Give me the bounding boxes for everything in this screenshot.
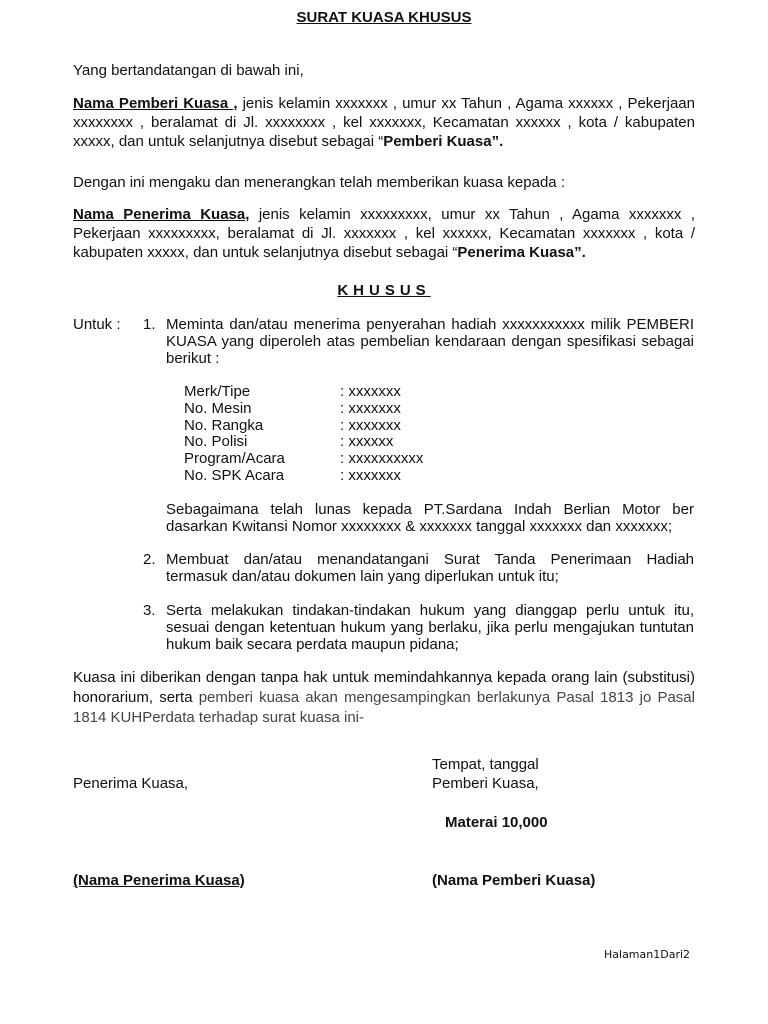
item-number: 3.: [143, 602, 156, 619]
pemberi-details: jenis kelamin xxxxxxx , umur xx Tahun , Agama xxxxxx , Pekerjaan xxxxxxxx , beralamat di Jl. xxxxxxxx , kel xxxxxxx, Kecamatan xxxxxx , kota / kabupaten xxxxx, dan untuk selanjutnya disebut sebagai “: [73, 95, 695, 150]
spec-value: : xxxxxxxxxx: [340, 450, 424, 467]
penerima-separator: ,: [245, 206, 250, 223]
declaration-text: Dengan ini mengaku dan menerangkan telah memberikan kuasa kepada :: [73, 174, 565, 191]
penerima-role: Penerima Kuasa”.: [457, 244, 586, 261]
document-title: SURAT KUASA KHUSUS: [296, 9, 472, 26]
intro-text: Yang bertandatangan di bawah ini,: [73, 62, 304, 79]
penerima-name: (Nama Penerima Kuasa): [73, 872, 245, 889]
item-text: Meminta dan/atau menerima penyerahan hadiah xxxxxxxxxxx milik PEMBERI KUASA yang diperoleh atas pembelian kendaraan dengan spesifikasi sebagai berikut :: [166, 316, 694, 367]
closing-text-a: Kuasa ini diberikan dengan tanpa hak untuk memindahkannya kepada orang lain (substitusi) honorarium, serta: [73, 669, 695, 706]
spec-label: Merk/Tipe: [184, 383, 251, 400]
penerima-label: Nama Penerima Kuasa: [73, 206, 246, 223]
item-number: 2.: [143, 551, 156, 568]
untuk-label: Untuk :: [73, 316, 121, 333]
pemberi-paragraph: [73, 94, 695, 151]
spec-label: No. Polisi: [184, 433, 248, 450]
place-date: Tempat, tanggal: [432, 756, 539, 773]
spec-label: No. Mesin: [184, 400, 252, 417]
spec-value: : xxxxxxx: [340, 417, 401, 434]
pemberi-role: Pemberi Kuasa”.: [383, 133, 504, 150]
spec-value: : xxxxxxx: [340, 383, 401, 400]
closing-paragraph: [73, 668, 695, 728]
spec-label: No. Rangka: [184, 417, 264, 434]
penerima-details: jenis kelamin xxxxxxxxx, umur xx Tahun , Agama xxxxxxx , Pekerjaan xxxxxxxxx, beralamat di Jl. xxxxxxx , kel xxxxxx, Kecamatan xxxxxxx , kota / kabupaten xxxxx, dan untuk selanjutnya disebut sebagai “: [73, 206, 696, 261]
item-text: Serta melakukan tindakan-tindakan hukum yang dianggap perlu untuk itu, sesuai dengan ketentuan hukum yang berlaku, jika perlu mengajukan tuntutan hukum baik secara perdata maupun pidana;: [166, 602, 694, 653]
khusus-heading: KHUSUS: [337, 282, 431, 299]
item-text: Membuat dan/atau menandatangani Surat Tanda Penerimaan Hadiah termasuk dan/atau dokumen lain yang diperlukan untuk itu;: [166, 551, 694, 585]
penerima-paragraph: [73, 205, 695, 262]
page-footer: Halaman1Dari2: [604, 948, 691, 961]
pemberi-label: Nama Pemberi Kuasa: [73, 95, 234, 112]
materai-label: Materai 10,000: [445, 814, 548, 831]
spec-label: Program/Acara: [184, 450, 285, 467]
spec-value: : xxxxxxx: [340, 400, 401, 417]
closing-text-b: pemberi kuasa akan mengesampingkan berlakunya Pasal 1813 jo Pasal 1814 KUHPerdata terhadap surat kuasa ini-: [73, 689, 695, 726]
lunas-text: Sebagaimana telah lunas kepada PT.Sardana Indah Berlian Motor ber dasarkan Kwitansi Nomor xxxxxxxx & xxxxxxx tanggal xxxxxxx dan xxxxxxx;: [166, 501, 694, 535]
pemberi-name: (Nama Pemberi Kuasa): [432, 872, 596, 889]
spec-value: : xxxxxxx: [340, 467, 401, 484]
penerima-sign-label: Penerima Kuasa,: [73, 775, 189, 792]
pemberi-sign-label: Pemberi Kuasa,: [432, 775, 539, 792]
item-number: 1.: [143, 316, 156, 333]
pemberi-separator: ,: [233, 95, 238, 112]
spec-label: No. SPK Acara: [184, 467, 285, 484]
spec-value: : xxxxxx: [340, 433, 394, 450]
